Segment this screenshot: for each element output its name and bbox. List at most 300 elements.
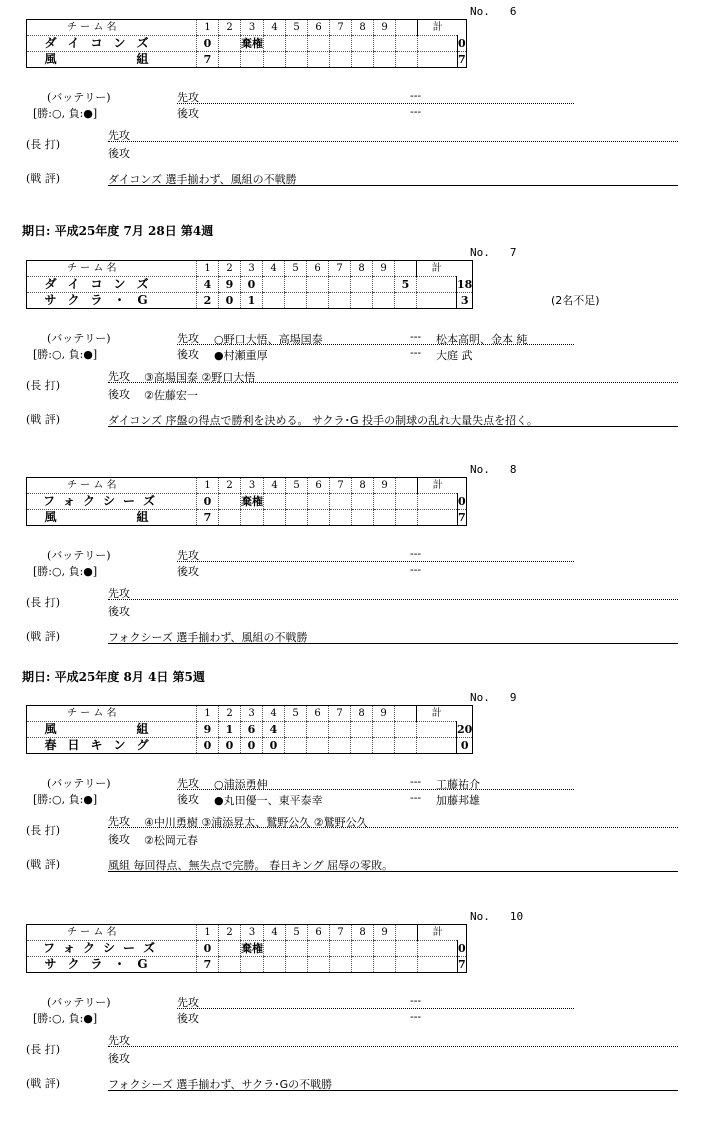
inning-score (308, 957, 330, 973)
long-hit-label: (長 打) (26, 138, 61, 151)
inning-score (373, 293, 395, 309)
inning-score (286, 957, 308, 973)
inning-score (417, 722, 457, 738)
team-name-char: ダ (44, 277, 57, 291)
inning-score: 0 (241, 738, 263, 754)
battery-top-catcher: 工藤祐介 (436, 778, 480, 791)
battery-bottom-pitchers: ●丸田優一、東平泰幸 (214, 794, 323, 807)
inning-score (351, 293, 373, 309)
team-row (27, 277, 473, 293)
team-name-char: シ (102, 941, 115, 955)
inning-score: 7 (197, 510, 219, 526)
inning-score (285, 277, 307, 293)
team-name-char: ン (113, 738, 126, 752)
bottom-label: 後攻 (177, 1012, 199, 1025)
battery-top-pitchers: ○浦添勇伸 (214, 778, 268, 791)
inning-score (264, 957, 286, 973)
header-inning: 1 (197, 706, 219, 722)
header-inning: 8 (352, 20, 374, 36)
total-score: 0 (458, 941, 466, 955)
team-name-char: キ (90, 738, 103, 752)
inning-score (264, 510, 286, 526)
header-inning: 3 (241, 706, 263, 722)
battery-bottom-dash: --- (410, 791, 422, 804)
inning-score: 2 (197, 293, 219, 309)
team-name-char: コ (90, 36, 103, 50)
game-block (0, 246, 710, 446)
header-inning: 5 (285, 706, 307, 722)
top-label: 先攻 (177, 777, 199, 790)
game-number-value: 10 (509, 910, 524, 923)
inning-score: 0 (197, 738, 219, 754)
header-inning (395, 706, 417, 722)
inning-score (219, 957, 241, 973)
team-name-char: 日 (67, 738, 80, 752)
team-name (27, 510, 197, 526)
team-row (27, 738, 473, 754)
team-name-char: 風 (44, 722, 57, 736)
team-name (27, 722, 197, 738)
header-inning: 2 (219, 706, 241, 722)
review-text: フォクシーズ 選手揃わず、風組の不戦勝 (108, 631, 308, 644)
long-hit-label: (長 打) (26, 379, 61, 392)
long-hit-bottom-label: 後攻 (108, 147, 130, 160)
inning-score (330, 510, 352, 526)
header-inning: 3 (241, 925, 264, 941)
win-lose-legend: [勝:○, 負:●] (33, 565, 98, 578)
battery-top-dash: --- (410, 330, 422, 343)
header-inning (396, 925, 418, 941)
inning-score (396, 510, 418, 526)
total-score: 7 (458, 511, 466, 524)
total-score: 7 (458, 958, 466, 971)
top-label: 先攻 (177, 91, 199, 104)
team-row (27, 941, 467, 957)
team-name-char: コ (90, 277, 103, 291)
total-score: 20 (457, 722, 473, 736)
score-table (26, 260, 473, 309)
long-hit-label: (長 打) (26, 824, 61, 837)
header-inning: 5 (285, 261, 307, 277)
inning-score (417, 293, 457, 309)
header-inning (396, 20, 418, 36)
inning-score (286, 941, 308, 957)
header-row (27, 261, 473, 277)
battery-bottom-dash: --- (410, 1010, 422, 1023)
top-label: 先攻 (177, 332, 199, 345)
inning-score (373, 722, 395, 738)
game-number-prefix: No. (470, 910, 490, 923)
game-number (470, 463, 517, 476)
review-underline (108, 643, 678, 644)
team-name-char: ズ (136, 277, 149, 291)
header-inning: 4 (264, 20, 286, 36)
inning-score (374, 957, 396, 973)
review-label: (戦 評) (26, 1077, 61, 1090)
review-text: ダイコンズ 序盤の得点で勝利を決める。 サクラ･G 投手の制球の乱れ大量失点を招く。 (108, 414, 538, 427)
header-inning: 3 (241, 20, 264, 36)
inning-score: 9 (197, 722, 219, 738)
header-inning: 4 (263, 706, 285, 722)
game-number-value: 7 (509, 246, 517, 259)
top-label: 先攻 (177, 996, 199, 1009)
team-name-char: ン (113, 277, 126, 291)
long-hit-divider (108, 827, 678, 828)
team-name-char: ー (122, 494, 135, 508)
team-name-char: サ (44, 293, 57, 307)
inning-score (307, 738, 329, 754)
inning-score (264, 494, 286, 510)
game-number-value: 8 (509, 463, 517, 476)
inning-score (219, 36, 241, 52)
header-inning: 8 (351, 706, 373, 722)
inning-score (352, 957, 374, 973)
inning-score (286, 494, 308, 510)
review-label: (戦 評) (26, 172, 61, 185)
inning-score: 1 (219, 722, 241, 738)
team-name (27, 941, 197, 957)
game-number-prefix: No. (470, 691, 490, 704)
inning-score (396, 957, 418, 973)
date-heading: 期日: 平成25年度 8月 4日 第5週 (22, 670, 205, 684)
battery-label: (バッテリー) (47, 91, 111, 104)
review-text: ダイコンズ 選手揃わず、風組の不戦勝 (108, 173, 297, 186)
header-team: チ ー ム 名 (27, 20, 197, 36)
header-inning: 3 (241, 478, 264, 494)
team-name-char: サ (44, 957, 57, 971)
inning-score (241, 510, 264, 526)
review-label: (戦 評) (26, 630, 61, 643)
header-inning: 4 (264, 478, 286, 494)
team-name-char: フ (42, 494, 55, 508)
long-hit-bottom: ②松岡元春 (144, 834, 198, 847)
inning-score (263, 277, 285, 293)
header-inning: 計 (417, 261, 457, 277)
team-name-char: ラ (90, 957, 103, 971)
team-name (27, 494, 197, 510)
team-name (27, 277, 197, 293)
top-label: 先攻 (177, 549, 199, 562)
total-score: 0 (458, 36, 466, 50)
game-block (0, 910, 710, 1110)
inning-score (352, 36, 374, 52)
review-text: 風組 毎回得点、無失点で完勝。 春日キング 屈辱の零敗。 (108, 859, 394, 872)
header-inning: 7 (330, 20, 352, 36)
header-inning: 9 (374, 925, 396, 941)
header-inning: 5 (286, 478, 308, 494)
long-hit-top-label: 先攻 (108, 370, 130, 383)
long-hit-bottom-label: 後攻 (108, 833, 130, 846)
team-row (27, 957, 467, 973)
team-name-char: ォ (62, 494, 75, 508)
header-inning: 7 (330, 925, 352, 941)
team-name (27, 52, 197, 68)
inning-score (396, 494, 418, 510)
game-number (470, 246, 517, 259)
battery-divider (177, 103, 574, 104)
header-team: チ ー ム 名 (27, 261, 197, 277)
header-inning (396, 478, 418, 494)
total-score: 0 (457, 738, 473, 754)
long-hit-bottom-label: 後攻 (108, 605, 130, 618)
team-row (27, 494, 467, 510)
battery-bottom-pitchers: ●村瀬重厚 (214, 349, 268, 362)
battery-divider (177, 561, 574, 562)
team-name-char: 組 (136, 722, 149, 736)
inning-score (417, 738, 457, 754)
total-score: 3 (457, 293, 473, 309)
header-inning: 2 (219, 478, 241, 494)
team-name-char: ン (113, 36, 126, 50)
review-text: フォクシーズ 選手揃わず、サクラ･Gの不戦勝 (108, 1078, 333, 1091)
inning-score: 0 (219, 738, 241, 754)
inning-score: 0 (197, 36, 219, 52)
battery-divider (177, 789, 574, 790)
inning-score: 0 (263, 738, 285, 754)
inning-score (219, 52, 241, 68)
team-name-char: ラ (90, 293, 103, 307)
team-name-char: イ (67, 36, 80, 50)
header-inning: 9 (373, 706, 395, 722)
header-inning: 3 (241, 261, 263, 277)
header-inning (395, 261, 417, 277)
inning-score (286, 52, 308, 68)
battery-top-dash: --- (410, 994, 422, 1007)
game-block (0, 691, 710, 891)
header-inning: 1 (197, 925, 219, 941)
long-hit-bottom-label: 後攻 (108, 388, 130, 401)
long-hit-bottom: ②佐藤宏一 (144, 389, 198, 402)
inning-score (307, 293, 329, 309)
header-inning: 1 (197, 478, 219, 494)
battery-bottom-dash: --- (410, 346, 422, 359)
inning-score (374, 36, 396, 52)
team-name-char: ォ (62, 941, 75, 955)
battery-top-catcher: 松本高明、金本 純 (436, 333, 528, 346)
inning-score (285, 293, 307, 309)
header-row (27, 706, 473, 722)
inning-score (330, 494, 352, 510)
inning-score: 0 (197, 494, 219, 510)
header-inning: 4 (264, 925, 286, 941)
long-hit-divider (108, 1046, 678, 1047)
header-team: チ ー ム 名 (27, 478, 197, 494)
battery-top-dash: --- (410, 775, 422, 788)
inning-score (417, 277, 457, 293)
inning-score (329, 722, 351, 738)
review-underline (108, 871, 678, 872)
inning-score (308, 941, 330, 957)
long-hit-top-label: 先攻 (108, 815, 130, 828)
review-underline (108, 426, 678, 427)
long-hit-label: (長 打) (26, 1043, 61, 1056)
team-name (27, 293, 197, 309)
team-name-char: シ (102, 494, 115, 508)
inning-score (264, 36, 286, 52)
battery-top-dash: --- (410, 547, 422, 560)
header-row (27, 20, 467, 36)
battery-bottom-catcher: 加藤邦雄 (436, 794, 480, 807)
inning-score (330, 941, 352, 957)
header-row (27, 925, 467, 941)
header-inning: 9 (374, 478, 396, 494)
inning-score (352, 52, 374, 68)
win-lose-legend: [勝:○, 負:●] (33, 793, 98, 806)
total-score: 0 (458, 494, 466, 508)
inning-score: 0 (219, 293, 241, 309)
team-name-char: ダ (44, 36, 57, 50)
inning-score (329, 738, 351, 754)
long-hit-top: ③高場国泰 ②野口大悟 (144, 371, 256, 384)
battery-top-dash: --- (410, 89, 422, 102)
long-hit-top-label: 先攻 (108, 587, 130, 600)
inning-score (418, 941, 458, 957)
inning-score (418, 36, 458, 52)
inning-score (308, 494, 330, 510)
header-inning: 1 (197, 20, 219, 36)
team-name-char: フ (42, 941, 55, 955)
note-text: (2名不足) (551, 294, 600, 307)
team-name-char: ク (82, 941, 95, 955)
header-inning: 9 (374, 20, 396, 36)
game-number (470, 910, 523, 923)
inning-score (395, 722, 417, 738)
inning-score (418, 957, 458, 973)
battery-top-pitchers: ○野口大悟、高場国泰 (214, 333, 323, 346)
inning-score (286, 36, 308, 52)
team-name (27, 36, 197, 52)
team-name-char: ズ (142, 494, 155, 508)
bottom-label: 後攻 (177, 793, 199, 806)
team-row (27, 52, 467, 68)
inning-score (374, 510, 396, 526)
inning-score (374, 494, 396, 510)
header-inning: 6 (308, 925, 330, 941)
header-inning: 8 (352, 925, 374, 941)
game-number-value: 6 (509, 5, 517, 18)
header-inning: 計 (418, 925, 458, 941)
inning-score (285, 722, 307, 738)
inning-score (285, 738, 307, 754)
score-table (26, 477, 467, 526)
header-inning: 7 (330, 478, 352, 494)
inning-score (396, 36, 418, 52)
battery-label: (バッテリー) (47, 777, 111, 790)
game-number (470, 691, 517, 704)
inning-score: 7 (197, 52, 219, 68)
team-name-char: G (137, 957, 148, 971)
inning-score (395, 293, 417, 309)
inning-score (396, 941, 418, 957)
game-block (0, 463, 710, 663)
long-hit-bottom-label: 後攻 (108, 1052, 130, 1065)
header-inning: 6 (308, 20, 330, 36)
win-lose-legend: [勝:○, 負:●] (33, 1012, 98, 1025)
team-row (27, 722, 473, 738)
game-number-value: 9 (509, 691, 517, 704)
date-heading: 期日: 平成25年度 7月 28日 第4週 (22, 224, 214, 238)
long-hit-label: (長 打) (26, 596, 61, 609)
score-table (26, 19, 467, 68)
team-name-char: ク (67, 957, 80, 971)
header-inning: 6 (308, 478, 330, 494)
inning-score (329, 277, 351, 293)
inning-score (330, 957, 352, 973)
team-name-char: ズ (142, 941, 155, 955)
game-block (0, 5, 710, 205)
inning-score (374, 941, 396, 957)
header-inning: 2 (219, 925, 241, 941)
team-name-char: 組 (136, 52, 149, 66)
inning-score (418, 510, 458, 526)
inning-score: 4 (197, 277, 219, 293)
inning-score (352, 494, 374, 510)
header-inning: 8 (352, 478, 374, 494)
header-inning: 6 (307, 706, 329, 722)
inning-score (264, 52, 286, 68)
long-hit-top-label: 先攻 (108, 1034, 130, 1047)
header-inning: 9 (373, 261, 395, 277)
header-inning: 計 (418, 478, 458, 494)
battery-label: (バッテリー) (47, 549, 111, 562)
inning-score (330, 52, 352, 68)
header-inning: 1 (197, 261, 219, 277)
bottom-label: 後攻 (177, 348, 199, 361)
team-name-char: ク (67, 293, 80, 307)
team-name-char: ズ (136, 36, 149, 50)
game-number-prefix: No. (470, 463, 490, 476)
header-inning: 7 (329, 261, 351, 277)
inning-score (264, 941, 286, 957)
battery-divider (177, 1008, 574, 1009)
review-underline (108, 1090, 678, 1091)
battery-label: (バッテリー) (47, 332, 111, 345)
game-number (470, 5, 517, 18)
team-name-char: イ (67, 277, 80, 291)
inning-score (219, 494, 241, 510)
header-inning: 5 (286, 925, 308, 941)
inning-score (373, 738, 395, 754)
header-inning: 計 (417, 706, 457, 722)
score-table (26, 705, 473, 754)
inning-score (351, 277, 373, 293)
team-name (27, 957, 197, 973)
header-inning: 4 (263, 261, 285, 277)
team-name-char: ・ (113, 957, 126, 971)
inning-score (219, 510, 241, 526)
header-inning: 6 (307, 261, 329, 277)
team-name-char: ク (82, 494, 95, 508)
win-lose-legend: [勝:○, 負:●] (33, 348, 98, 361)
inning-score: 0 (197, 941, 219, 957)
header-inning: 2 (219, 20, 241, 36)
header-inning: 7 (329, 706, 351, 722)
battery-bottom-dash: --- (410, 105, 422, 118)
team-row (27, 510, 467, 526)
total-score: 7 (458, 53, 466, 66)
inning-score: 棄権 (241, 942, 263, 955)
header-inning: 5 (286, 20, 308, 36)
inning-score (308, 36, 330, 52)
inning-score (374, 52, 396, 68)
battery-bottom-catcher: 大庭 武 (436, 349, 473, 362)
long-hit-divider (108, 382, 678, 383)
inning-score: 4 (263, 722, 285, 738)
team-row (27, 36, 467, 52)
score-table (26, 924, 467, 973)
inning-score (351, 722, 373, 738)
team-name-char: ー (122, 941, 135, 955)
